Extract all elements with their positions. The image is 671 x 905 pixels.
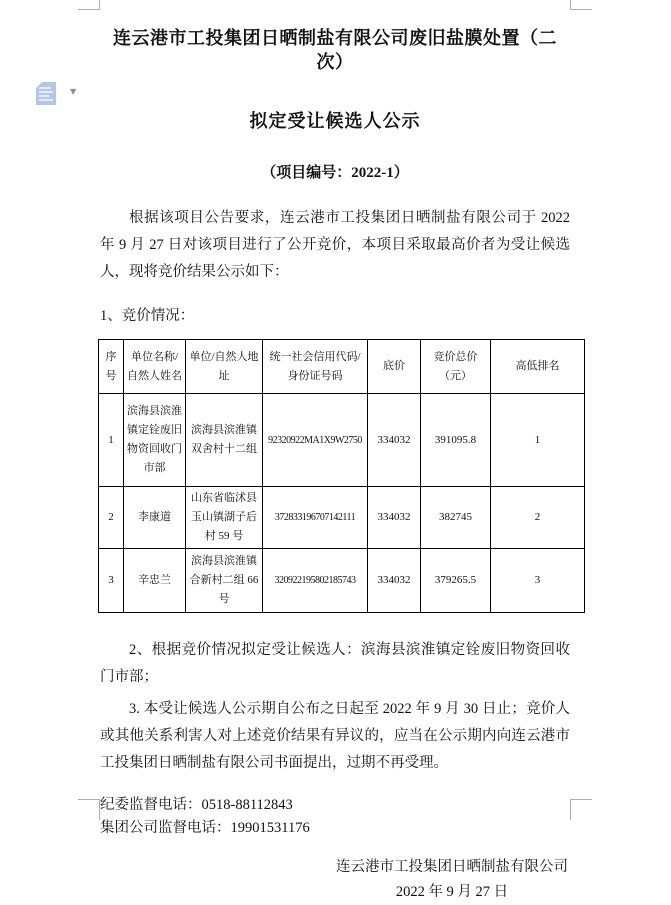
- header-credit-code: 统一社会信用代码/身份证号码: [263, 340, 368, 394]
- table-row: [99, 487, 585, 549]
- table-cell: 382745: [421, 487, 491, 549]
- publicity-period-paragraph: 3. 本受让候选人公示期自公布之日起至 2022 年 9 月 30 日止；竞价人或其他关系利害人对上述竞价结果有异议的，应当在公示期内向连云港市工投集团日晒制盐有限公司书面提出，过期不再受理。: [100, 701, 570, 771]
- table-header-row: [99, 340, 585, 394]
- bid-results-table: [98, 339, 585, 613]
- table-cell: 379265.5: [421, 549, 491, 613]
- table-cell: 334032: [368, 549, 421, 613]
- table-cell: 92320922MA1X9W2750: [263, 394, 368, 487]
- table-cell: 滨海县滨淮镇合新村二组 66 号: [186, 549, 263, 613]
- table-cell: 山东省临沭县玉山镇湖子后村 59 号: [186, 487, 263, 549]
- table-cell: 辛忠兰: [124, 549, 186, 613]
- discipline-phone: 纪委监督电话：0518-88112843: [100, 797, 293, 813]
- document-subtitle: 拟定受让候选人公示: [249, 111, 421, 131]
- signature-block: [336, 855, 568, 905]
- supervision-phones: [100, 794, 570, 840]
- table-cell: 334032: [368, 487, 421, 549]
- table-cell: 滨海县滨淮镇定铨废旧物资回收门市部: [124, 394, 186, 487]
- table-cell: 1: [99, 394, 124, 487]
- table-cell: 滨海县滨淮镇双舍村十二组: [186, 394, 263, 487]
- header-seq: 序号: [99, 340, 124, 394]
- project-number: （项目编号：2022-1）: [261, 165, 409, 181]
- table-cell: 2: [99, 487, 124, 549]
- table-row: [99, 394, 585, 487]
- header-total-bid: 竞价总价（元）: [421, 340, 491, 394]
- table-cell: 372833196707142111: [263, 487, 368, 549]
- header-base-price: 底价: [368, 340, 421, 394]
- table-cell: 李康道: [124, 487, 186, 549]
- section1-heading: 1、竞价情况：: [100, 308, 195, 324]
- signature-date: 2022 年 9 月 27 日: [395, 884, 509, 900]
- table-cell: 1: [491, 394, 585, 487]
- group-phone: 集团公司监督电话：19901531176: [100, 820, 310, 836]
- table-cell: 391095.8: [421, 394, 491, 487]
- table-row: [99, 549, 585, 613]
- header-name: 单位名称/自然人姓名: [124, 340, 186, 394]
- table-cell: 2: [491, 487, 585, 549]
- header-address: 单位/自然人地址: [186, 340, 263, 394]
- candidate-paragraph: 2、根据竞价情况拟定受让候选人：滨海县滨淮镇定铨废旧物资回收门市部；: [100, 642, 570, 685]
- table-cell: 320922195802185743: [263, 549, 368, 613]
- table-cell: 3: [99, 549, 124, 613]
- document-title: 连云港市工投集团日晒制盐有限公司废旧盐膜处置（二次）: [113, 28, 557, 72]
- table-cell: 334032: [368, 394, 421, 487]
- table-cell: 3: [491, 549, 585, 613]
- chevron-down-icon[interactable]: ▼: [70, 87, 77, 96]
- header-rank: 高低排名: [491, 340, 585, 394]
- intro-paragraph: 根据该项目公告要求，连云港市工投集团日晒制盐有限公司于 2022 年 9 月 27 日对该项目进行了公开竞价，本项目采取最高价者为受让候选人，现将竞价结果公示如下：: [100, 210, 570, 280]
- signature-company: 连云港市工投集团日晒制盐有限公司: [336, 859, 568, 875]
